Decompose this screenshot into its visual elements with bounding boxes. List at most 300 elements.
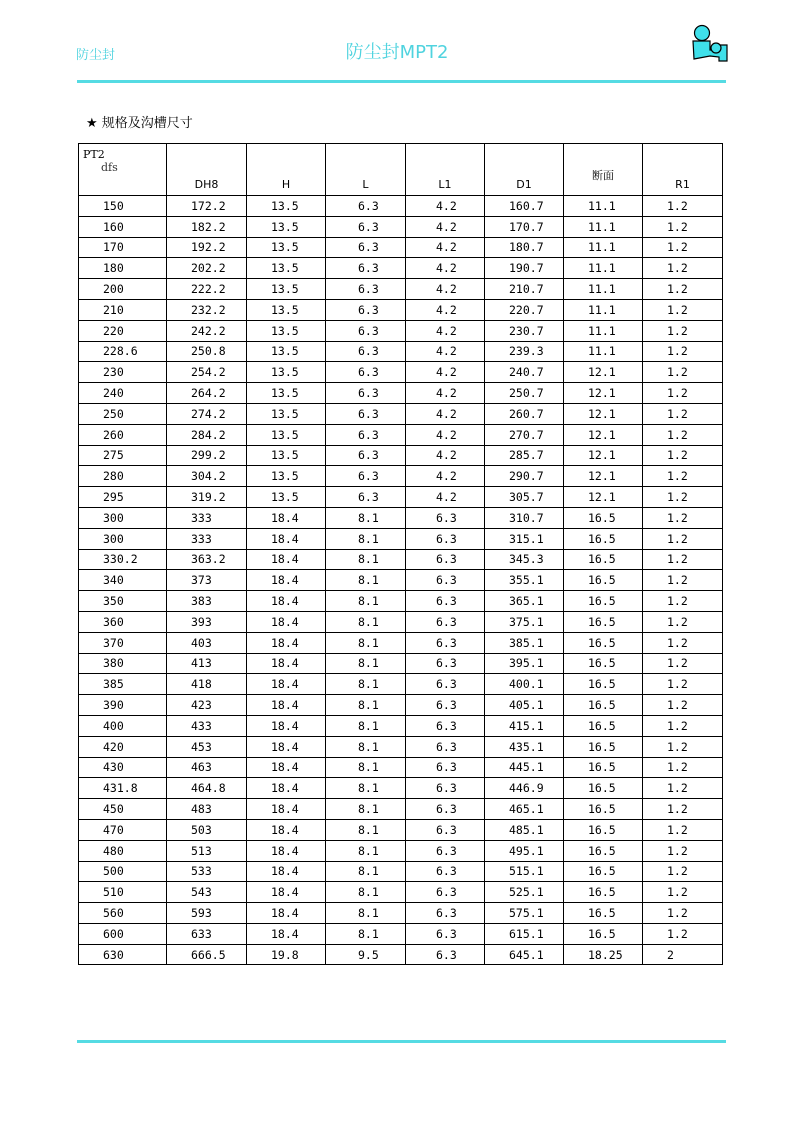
table-cell: 6.3	[406, 507, 485, 528]
table-cell: 13.5	[247, 196, 326, 217]
table-cell: 575.1	[485, 903, 564, 924]
table-cell: 18.4	[247, 549, 326, 570]
table-cell: 333	[167, 528, 247, 549]
table-cell: 1.2	[643, 923, 723, 944]
table-cell: 4.2	[406, 258, 485, 279]
table-cell: 260	[79, 424, 167, 445]
table-cell: 284.2	[167, 424, 247, 445]
table-cell: 390	[79, 695, 167, 716]
table-cell: 232.2	[167, 299, 247, 320]
table-cell: 1.2	[643, 258, 723, 279]
table-cell: 230.7	[485, 320, 564, 341]
table-cell: 1.2	[643, 715, 723, 736]
table-cell: 6.3	[326, 320, 406, 341]
table-cell: 485.1	[485, 819, 564, 840]
table-row	[79, 279, 723, 300]
table-row	[79, 549, 723, 570]
table-cell: 420	[79, 736, 167, 757]
table-cell: 405.1	[485, 695, 564, 716]
table-cell: 300	[79, 528, 167, 549]
spec-table	[78, 143, 723, 965]
table-cell: 1.2	[643, 549, 723, 570]
table-cell: 18.4	[247, 507, 326, 528]
table-row	[79, 736, 723, 757]
table-row	[79, 611, 723, 632]
table-cell: 495.1	[485, 840, 564, 861]
table-cell: 160	[79, 216, 167, 237]
table-row	[79, 674, 723, 695]
table-cell: 6.3	[406, 570, 485, 591]
table-cell: 423	[167, 695, 247, 716]
table-row	[79, 507, 723, 528]
footer-divider	[77, 1040, 726, 1043]
table-cell: 418	[167, 674, 247, 695]
table-cell: 6.3	[406, 944, 485, 965]
table-cell: 16.5	[564, 549, 643, 570]
table-cell: 4.2	[406, 341, 485, 362]
table-cell: 1.2	[643, 611, 723, 632]
table-cell: 1.2	[643, 819, 723, 840]
table-cell: 240.7	[485, 362, 564, 383]
table-cell: 4.2	[406, 403, 485, 424]
table-cell: 11.1	[564, 341, 643, 362]
table-cell: 11.1	[564, 258, 643, 279]
table-cell: 260.7	[485, 403, 564, 424]
table-cell: 4.2	[406, 445, 485, 466]
table-cell: 16.5	[564, 528, 643, 549]
table-cell: 433	[167, 715, 247, 736]
table-cell: 13.5	[247, 466, 326, 487]
table-cell: 8.1	[326, 715, 406, 736]
table-cell: 16.5	[564, 632, 643, 653]
table-cell: 4.2	[406, 362, 485, 383]
table-cell: 8.1	[326, 528, 406, 549]
table-cell: 180.7	[485, 237, 564, 258]
table-cell: 1.2	[643, 903, 723, 924]
table-cell: 16.5	[564, 778, 643, 799]
table-cell: 8.1	[326, 549, 406, 570]
table-cell: 150	[79, 196, 167, 217]
table-cell: 239.3	[485, 341, 564, 362]
table-cell: 280	[79, 466, 167, 487]
table-cell: 510	[79, 882, 167, 903]
table-cell: 400.1	[485, 674, 564, 695]
table-cell: 1.2	[643, 237, 723, 258]
table-cell: 6.3	[326, 196, 406, 217]
table-cell: 8.1	[326, 591, 406, 612]
table-cell: 8.1	[326, 903, 406, 924]
table-row	[79, 799, 723, 820]
table-cell: 1.2	[643, 674, 723, 695]
table-cell: 310.7	[485, 507, 564, 528]
table-cell: 315.1	[485, 528, 564, 549]
table-cell: 463	[167, 757, 247, 778]
table-cell: 533	[167, 861, 247, 882]
table-cell: 370	[79, 632, 167, 653]
table-cell: 1.2	[643, 736, 723, 757]
table-row	[79, 299, 723, 320]
table-cell: 13.5	[247, 383, 326, 404]
table-row	[79, 570, 723, 591]
table-cell: 1.2	[643, 279, 723, 300]
table-cell: 470	[79, 819, 167, 840]
table-cell: 16.5	[564, 819, 643, 840]
table-cell: 1.2	[643, 840, 723, 861]
table-row	[79, 591, 723, 612]
section-title: ★ 规格及沟槽尺寸	[86, 116, 193, 131]
corner-dfs-label: dfs	[101, 161, 118, 174]
column-header: L1	[406, 144, 485, 196]
table-cell: 543	[167, 882, 247, 903]
table-cell: 8.1	[326, 507, 406, 528]
table-cell: 228.6	[79, 341, 167, 362]
table-cell: 445.1	[485, 757, 564, 778]
table-cell: 340	[79, 570, 167, 591]
table-cell: 9.5	[326, 944, 406, 965]
table-row	[79, 882, 723, 903]
table-cell: 373	[167, 570, 247, 591]
table-cell: 1.2	[643, 799, 723, 820]
table-cell: 6.3	[326, 299, 406, 320]
table-cell: 4.2	[406, 383, 485, 404]
table-cell: 18.4	[247, 819, 326, 840]
table-cell: 333	[167, 507, 247, 528]
table-cell: 6.3	[326, 362, 406, 383]
table-cell: 465.1	[485, 799, 564, 820]
table-cell: 8.1	[326, 570, 406, 591]
corner-header	[79, 144, 167, 196]
table-cell: 6.3	[406, 778, 485, 799]
table-cell: 12.1	[564, 487, 643, 508]
table-cell: 8.1	[326, 882, 406, 903]
table-row	[79, 778, 723, 799]
table-cell: 503	[167, 819, 247, 840]
table-cell: 180	[79, 258, 167, 279]
table-row	[79, 258, 723, 279]
table-cell: 274.2	[167, 403, 247, 424]
table-row	[79, 403, 723, 424]
table-cell: 8.1	[326, 611, 406, 632]
table-cell: 1.2	[643, 778, 723, 799]
table-header-row	[79, 144, 723, 196]
table-cell: 18.4	[247, 903, 326, 924]
table-cell: 13.5	[247, 341, 326, 362]
table-cell: 383	[167, 591, 247, 612]
table-body	[79, 196, 723, 965]
table-cell: 220.7	[485, 299, 564, 320]
table-row	[79, 695, 723, 716]
table-cell: 11.1	[564, 279, 643, 300]
table-cell: 6.3	[406, 695, 485, 716]
table-cell: 18.4	[247, 840, 326, 861]
table-cell: 300	[79, 507, 167, 528]
table-cell: 8.1	[326, 861, 406, 882]
table-row	[79, 424, 723, 445]
table-cell: 1.2	[643, 695, 723, 716]
table-cell: 319.2	[167, 487, 247, 508]
table-cell: 6.3	[406, 715, 485, 736]
table-cell: 375.1	[485, 611, 564, 632]
table-cell: 6.3	[406, 799, 485, 820]
table-cell: 12.1	[564, 403, 643, 424]
table-cell: 6.3	[326, 445, 406, 466]
table-cell: 16.5	[564, 695, 643, 716]
table-cell: 633	[167, 923, 247, 944]
table-cell: 8.1	[326, 736, 406, 757]
table-row	[79, 861, 723, 882]
table-cell: 16.5	[564, 799, 643, 820]
table-cell: 593	[167, 903, 247, 924]
table-cell: 13.5	[247, 424, 326, 445]
table-cell: 18.4	[247, 882, 326, 903]
table-cell: 16.5	[564, 653, 643, 674]
table-cell: 6.3	[406, 549, 485, 570]
header-divider	[77, 80, 726, 83]
table-cell: 1.2	[643, 528, 723, 549]
table-cell: 18.4	[247, 861, 326, 882]
table-cell: 160.7	[485, 196, 564, 217]
table-cell: 500	[79, 861, 167, 882]
table-cell: 385.1	[485, 632, 564, 653]
table-cell: 12.1	[564, 445, 643, 466]
table-cell: 16.5	[564, 507, 643, 528]
table-cell: 1.2	[643, 196, 723, 217]
table-cell: 6.3	[406, 923, 485, 944]
table-cell: 18.4	[247, 611, 326, 632]
table-cell: 1.2	[643, 445, 723, 466]
table-cell: 16.5	[564, 736, 643, 757]
table-cell: 1.2	[643, 424, 723, 445]
table-cell: 483	[167, 799, 247, 820]
table-cell: 11.1	[564, 320, 643, 341]
table-cell: 6.3	[406, 861, 485, 882]
table-row	[79, 383, 723, 404]
table-row	[79, 320, 723, 341]
table-cell: 4.2	[406, 196, 485, 217]
column-header: 断面	[564, 144, 643, 196]
table-cell: 6.3	[406, 840, 485, 861]
table-cell: 6.3	[406, 882, 485, 903]
table-cell: 4.2	[406, 320, 485, 341]
table-cell: 16.5	[564, 611, 643, 632]
table-cell: 299.2	[167, 445, 247, 466]
table-cell: 560	[79, 903, 167, 924]
table-cell: 18.4	[247, 757, 326, 778]
table-cell: 18.4	[247, 778, 326, 799]
table-row	[79, 466, 723, 487]
table-cell: 600	[79, 923, 167, 944]
table-cell: 8.1	[326, 695, 406, 716]
table-cell: 363.2	[167, 549, 247, 570]
table-cell: 403	[167, 632, 247, 653]
table-cell: 13.5	[247, 237, 326, 258]
table-cell: 290.7	[485, 466, 564, 487]
table-cell: 6.3	[406, 736, 485, 757]
table-cell: 18.4	[247, 653, 326, 674]
table-cell: 6.3	[326, 216, 406, 237]
table-cell: 8.1	[326, 653, 406, 674]
table-cell: 16.5	[564, 715, 643, 736]
table-cell: 13.5	[247, 279, 326, 300]
table-cell: 400	[79, 715, 167, 736]
table-cell: 4.2	[406, 299, 485, 320]
column-header: D1	[485, 144, 564, 196]
table-cell: 8.1	[326, 757, 406, 778]
table-cell: 1.2	[643, 653, 723, 674]
table-cell: 6.3	[326, 466, 406, 487]
table-cell: 1.2	[643, 341, 723, 362]
table-cell: 480	[79, 840, 167, 861]
table-cell: 415.1	[485, 715, 564, 736]
table-cell: 275	[79, 445, 167, 466]
table-cell: 360	[79, 611, 167, 632]
table-row	[79, 528, 723, 549]
table-cell: 240	[79, 383, 167, 404]
table-cell: 8.1	[326, 674, 406, 695]
table-cell: 1.2	[643, 757, 723, 778]
table-row	[79, 341, 723, 362]
table-cell: 18.4	[247, 570, 326, 591]
table-cell: 4.2	[406, 279, 485, 300]
table-row	[79, 757, 723, 778]
table-cell: 8.1	[326, 819, 406, 840]
table-cell: 190.7	[485, 258, 564, 279]
table-cell: 18.4	[247, 528, 326, 549]
table-cell: 304.2	[167, 466, 247, 487]
table-cell: 6.3	[326, 258, 406, 279]
table-cell: 6.3	[326, 341, 406, 362]
table-cell: 1.2	[643, 591, 723, 612]
table-cell: 12.1	[564, 466, 643, 487]
table-cell: 200	[79, 279, 167, 300]
table-row	[79, 819, 723, 840]
person-seal-logo-icon	[688, 24, 730, 64]
column-header: DH8	[167, 144, 247, 196]
table-cell: 13.5	[247, 445, 326, 466]
table-cell: 18.4	[247, 632, 326, 653]
table-cell: 6.3	[406, 528, 485, 549]
table-cell: 430	[79, 757, 167, 778]
column-header: H	[247, 144, 326, 196]
table-cell: 645.1	[485, 944, 564, 965]
table-cell: 6.3	[406, 903, 485, 924]
table-cell: 305.7	[485, 487, 564, 508]
table-cell: 6.3	[406, 653, 485, 674]
table-cell: 6.3	[326, 487, 406, 508]
table-cell: 4.2	[406, 216, 485, 237]
table-cell: 250.7	[485, 383, 564, 404]
table-cell: 1.2	[643, 487, 723, 508]
table-cell: 6.3	[406, 757, 485, 778]
table-cell: 16.5	[564, 591, 643, 612]
table-cell: 355.1	[485, 570, 564, 591]
table-cell: 525.1	[485, 882, 564, 903]
table-cell: 12.1	[564, 362, 643, 383]
table-cell: 1.2	[643, 507, 723, 528]
table-cell: 18.25	[564, 944, 643, 965]
table-cell: 435.1	[485, 736, 564, 757]
table-cell: 13.5	[247, 403, 326, 424]
table-cell: 4.2	[406, 487, 485, 508]
table-cell: 254.2	[167, 362, 247, 383]
table-cell: 18.4	[247, 591, 326, 612]
table-cell: 270.7	[485, 424, 564, 445]
table-cell: 8.1	[326, 778, 406, 799]
table-cell: 8.1	[326, 632, 406, 653]
table-cell: 4.2	[406, 424, 485, 445]
table-cell: 1.2	[643, 383, 723, 404]
table-cell: 330.2	[79, 549, 167, 570]
table-cell: 350	[79, 591, 167, 612]
table-row	[79, 903, 723, 924]
table-cell: 16.5	[564, 882, 643, 903]
table-cell: 8.1	[326, 840, 406, 861]
table-cell: 431.8	[79, 778, 167, 799]
table-cell: 6.3	[326, 237, 406, 258]
table-cell: 6.3	[406, 611, 485, 632]
table-cell: 13.5	[247, 216, 326, 237]
table-cell: 385	[79, 674, 167, 695]
table-cell: 182.2	[167, 216, 247, 237]
table-cell: 16.5	[564, 840, 643, 861]
table-cell: 16.5	[564, 861, 643, 882]
table-cell: 393	[167, 611, 247, 632]
table-cell: 16.5	[564, 757, 643, 778]
table-cell: 8.1	[326, 799, 406, 820]
table-row	[79, 196, 723, 217]
corner-series-label: PT2	[83, 148, 105, 161]
table-cell: 1.2	[643, 320, 723, 341]
table-cell: 1.2	[643, 362, 723, 383]
table-cell: 1.2	[643, 570, 723, 591]
table-cell: 6.3	[326, 424, 406, 445]
table-cell: 210	[79, 299, 167, 320]
table-cell: 615.1	[485, 923, 564, 944]
table-cell: 395.1	[485, 653, 564, 674]
table-cell: 230	[79, 362, 167, 383]
table-cell: 192.2	[167, 237, 247, 258]
table-row	[79, 362, 723, 383]
table-cell: 18.4	[247, 923, 326, 944]
table-cell: 11.1	[564, 299, 643, 320]
table-cell: 6.3	[406, 674, 485, 695]
table-cell: 1.2	[643, 882, 723, 903]
table-cell: 13.5	[247, 362, 326, 383]
table-cell: 630	[79, 944, 167, 965]
table-cell: 13.5	[247, 299, 326, 320]
table-cell: 453	[167, 736, 247, 757]
table-cell: 365.1	[485, 591, 564, 612]
table-cell: 1.2	[643, 861, 723, 882]
table-cell: 18.4	[247, 799, 326, 820]
table-cell: 513	[167, 840, 247, 861]
table-cell: 250	[79, 403, 167, 424]
table-cell: 413	[167, 653, 247, 674]
table-cell: 202.2	[167, 258, 247, 279]
table-cell: 4.2	[406, 237, 485, 258]
table-cell: 18.4	[247, 715, 326, 736]
table-row	[79, 923, 723, 944]
table-row	[79, 715, 723, 736]
table-cell: 11.1	[564, 237, 643, 258]
table-row	[79, 632, 723, 653]
table-cell: 18.4	[247, 736, 326, 757]
table-cell: 13.5	[247, 258, 326, 279]
table-cell: 220	[79, 320, 167, 341]
table-cell: 13.5	[247, 320, 326, 341]
table-cell: 16.5	[564, 674, 643, 695]
table-cell: 16.5	[564, 570, 643, 591]
